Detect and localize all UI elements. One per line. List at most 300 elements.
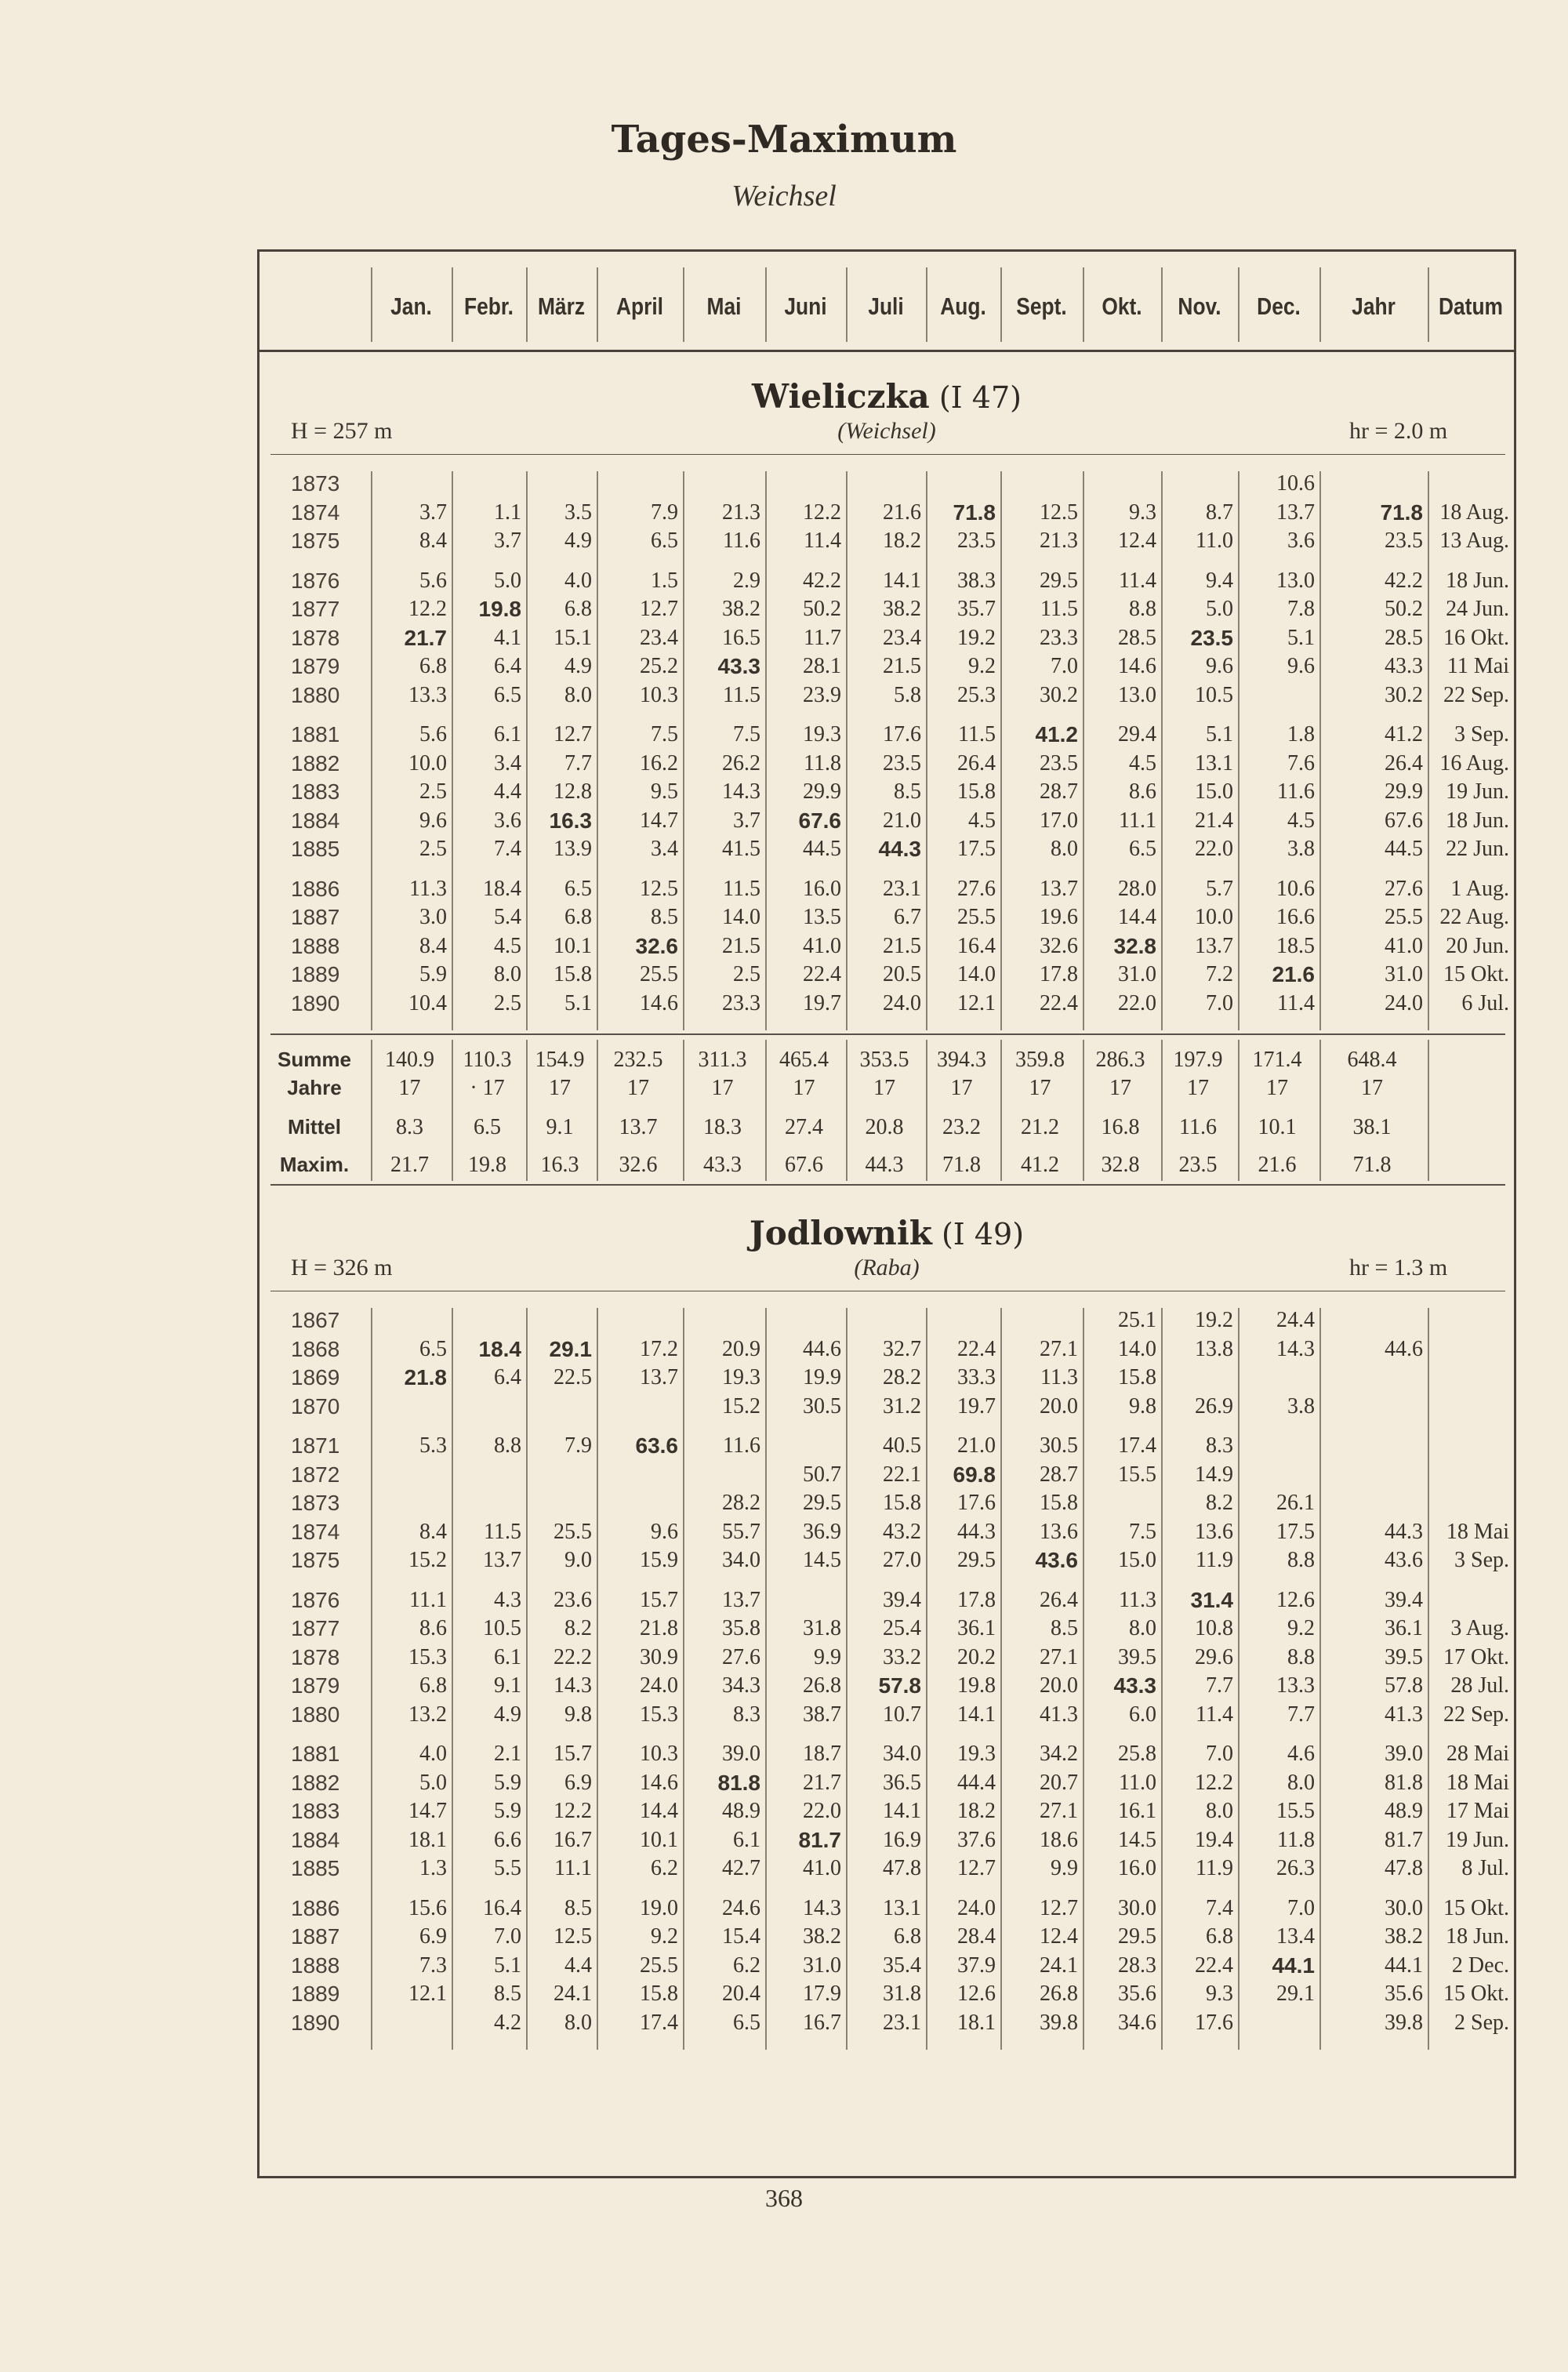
table-cell: 12.8 <box>554 779 592 804</box>
table-cell: 8.0 <box>1287 1770 1315 1795</box>
table-cell: 18.1 <box>957 2010 996 2035</box>
table-cell: 19.8 <box>957 1673 996 1698</box>
table-cell: 18 Mai <box>1446 1770 1509 1795</box>
table-cell: 30.2 <box>1385 682 1423 707</box>
table-cell: 6.7 <box>894 905 921 929</box>
table-cell: 67.6 <box>798 808 841 833</box>
table-cell: 8.5 <box>494 1982 521 2006</box>
table-cell: 3.7 <box>419 499 447 525</box>
table-cell: 7.0 <box>1206 990 1233 1015</box>
row-year: 1867 <box>291 1308 340 1332</box>
table-cell: 50.2 <box>1385 597 1423 621</box>
column-divider <box>1428 471 1429 1030</box>
table-cell: 42.2 <box>803 568 841 593</box>
table-cell: 24.0 <box>1385 990 1423 1015</box>
table-cell: 11.9 <box>1196 1548 1233 1572</box>
column-header: Jan. <box>390 292 432 320</box>
row-year: 1876 <box>291 568 340 593</box>
table-cell: 3 Sep. <box>1454 1548 1509 1572</box>
column-divider <box>371 471 372 1030</box>
summary-cell: · 17 <box>470 1076 505 1100</box>
table-cell: 17.6 <box>883 722 921 746</box>
row-year: 1890 <box>291 2010 340 2035</box>
table-cell: 18.5 <box>1276 933 1315 958</box>
column-header: Nov. <box>1178 292 1221 320</box>
column-divider <box>1161 267 1163 342</box>
row-year: 1880 <box>291 682 340 707</box>
table-cell: 8.8 <box>494 1433 521 1458</box>
table-cell: 39.4 <box>883 1587 921 1612</box>
column-divider <box>1083 1308 1084 2050</box>
row-year: 1873 <box>291 471 340 496</box>
table-cell: 18.4 <box>478 1336 521 1361</box>
table-cell: 6.6 <box>494 1827 521 1852</box>
table-cell: 21.7 <box>803 1770 841 1795</box>
table-cell: 19 Jun. <box>1446 779 1509 804</box>
table-cell: 11.1 <box>554 1856 592 1880</box>
table-cell: 15.3 <box>408 1644 447 1669</box>
table-cell: 38.3 <box>957 568 996 593</box>
table-cell: 10.6 <box>1276 471 1315 496</box>
table-cell: 28.5 <box>1118 625 1156 650</box>
table-cell: 31.8 <box>803 1616 841 1640</box>
table-cell: 1.5 <box>651 568 678 593</box>
table-cell: 23.4 <box>883 625 921 650</box>
table-cell: 4.4 <box>494 779 521 804</box>
table-cell: 13.7 <box>640 1365 678 1389</box>
table-cell: 15.5 <box>1118 1462 1156 1487</box>
table-cell: 7.4 <box>1206 1895 1233 1920</box>
table-cell: 25.5 <box>957 905 996 929</box>
table-cell: 9.8 <box>564 1702 592 1727</box>
table-cell: 8.4 <box>419 933 447 958</box>
table-cell: 16.2 <box>640 750 678 776</box>
table-cell: 44.1 <box>1272 1952 1315 1978</box>
table-cell: 31.4 <box>1190 1587 1233 1612</box>
page-subtitle: Weichsel <box>731 180 837 212</box>
table-cell: 38.2 <box>1385 1924 1423 1949</box>
column-divider <box>526 267 528 342</box>
table-cell: 29.1 <box>549 1336 592 1361</box>
table-cell: 9.2 <box>1287 1616 1315 1640</box>
table-cell: 13.6 <box>1195 1519 1233 1544</box>
table-cell: 26.4 <box>1385 750 1423 776</box>
table-cell: 10.5 <box>1195 682 1233 707</box>
table-cell: 9.6 <box>1206 654 1233 678</box>
table-cell: 15.2 <box>722 1393 760 1418</box>
table-cell: 17 Okt. <box>1443 1644 1509 1669</box>
table-cell: 14.0 <box>957 962 996 986</box>
table-cell: 25.2 <box>640 654 678 678</box>
table-cell: 2 Sep. <box>1454 2010 1509 2035</box>
table-cell: 24.0 <box>883 990 921 1015</box>
table-cell: 15 Okt. <box>1443 1895 1509 1920</box>
table-cell: 28.4 <box>957 1924 996 1949</box>
table-cell: 26.8 <box>1040 1982 1078 2006</box>
table-cell: 11.4 <box>1277 990 1315 1015</box>
table-cell: 34.0 <box>722 1548 760 1572</box>
table-cell: 26.9 <box>1195 1393 1233 1418</box>
table-cell: 7.4 <box>494 837 521 861</box>
table-cell: 22 Sep. <box>1443 1702 1509 1727</box>
table-cell: 13.1 <box>883 1895 921 1920</box>
table-cell: 27.1 <box>1040 1799 1078 1823</box>
summary-cell: 20.8 <box>865 1115 904 1139</box>
table-cell: 39.8 <box>1040 2010 1078 2035</box>
river-name: (Weichsel) <box>837 418 936 444</box>
table-cell: 41.3 <box>1385 1702 1423 1727</box>
column-header: Dec. <box>1257 292 1301 320</box>
row-year: 1888 <box>291 933 340 958</box>
summary-cell: 17 <box>711 1076 734 1100</box>
table-cell: 12.5 <box>640 876 678 901</box>
table-cell: 8.0 <box>564 682 592 707</box>
table-cell: 9.9 <box>814 1644 841 1669</box>
table-cell: 16 Aug. <box>1439 750 1509 776</box>
table-cell: 34.0 <box>883 1742 921 1766</box>
table-cell: 8.5 <box>651 905 678 929</box>
table-cell: 15.7 <box>640 1587 678 1612</box>
table-cell: 39.8 <box>1385 2010 1423 2035</box>
summary-rule <box>270 1184 1505 1186</box>
table-cell: 6.1 <box>733 1827 760 1852</box>
table-cell: 5.6 <box>419 568 447 593</box>
table-cell: 28.7 <box>1040 1462 1078 1487</box>
table-cell: 9.6 <box>1287 654 1315 678</box>
column-divider <box>1319 1040 1321 1181</box>
table-cell: 5.0 <box>419 1770 447 1795</box>
table-cell: 37.9 <box>957 1952 996 1978</box>
table-cell: 21.3 <box>722 499 760 525</box>
table-cell: 32.7 <box>883 1336 921 1361</box>
table-cell: 3 Aug. <box>1450 1616 1509 1640</box>
table-cell: 18 Jun. <box>1446 568 1509 593</box>
table-cell: 4.9 <box>494 1702 521 1727</box>
row-year: 1883 <box>291 779 340 804</box>
row-year: 1871 <box>291 1433 340 1458</box>
table-cell: 2.5 <box>733 962 760 986</box>
table-cell: 8.0 <box>1129 1616 1156 1640</box>
table-cell: 14.4 <box>1118 905 1156 929</box>
table-cell: 14.6 <box>640 990 678 1015</box>
station-name <box>260 1214 1514 1252</box>
table-cell: 10.1 <box>640 1827 678 1852</box>
column-divider <box>371 267 372 342</box>
row-year: 1874 <box>291 499 340 525</box>
table-cell: 14.3 <box>1276 1336 1315 1361</box>
table-cell: 8.5 <box>564 1895 592 1920</box>
table-cell: 26.8 <box>803 1673 841 1698</box>
table-cell: 8.6 <box>1129 779 1156 804</box>
table-cell: 9.8 <box>1129 1393 1156 1418</box>
table-cell: 11.7 <box>804 625 841 650</box>
column-header: Juli <box>868 292 904 320</box>
table-cell: 18.2 <box>883 529 921 553</box>
column-divider <box>597 1308 598 2050</box>
summary-cell: 38.1 <box>1352 1115 1392 1139</box>
summary-cell: 17 <box>793 1076 815 1100</box>
row-year: 1887 <box>291 905 340 929</box>
table-cell: 6.4 <box>494 1365 521 1389</box>
table-cell: 17.8 <box>1040 962 1078 986</box>
table-cell: 28.1 <box>803 654 841 678</box>
table-cell: 29.9 <box>1385 779 1423 804</box>
summary-cell: 465.4 <box>779 1048 829 1072</box>
table-cell: 21.6 <box>883 499 921 525</box>
table-cell: 32.6 <box>635 933 678 958</box>
table-cell: 6.9 <box>564 1770 592 1795</box>
table-cell: 39.0 <box>722 1742 760 1766</box>
table-cell: 41.3 <box>1040 1702 1078 1727</box>
table-cell: 13.7 <box>483 1548 521 1572</box>
summary-cell: 17 <box>1266 1076 1288 1100</box>
table-cell: 11.4 <box>1196 1702 1233 1727</box>
table-cell: 7.7 <box>1287 1702 1315 1727</box>
table-cell: 9.5 <box>651 779 678 804</box>
table-cell: 16 Okt. <box>1443 625 1509 650</box>
summary-label: Mittel <box>288 1115 341 1139</box>
table-cell: 13.6 <box>1040 1519 1078 1544</box>
table-cell: 29.1 <box>1276 1982 1315 2006</box>
table-cell: 2.5 <box>419 837 447 861</box>
table-cell: 44.5 <box>1385 837 1423 861</box>
column-divider <box>926 471 927 1030</box>
table-cell: 42.2 <box>1385 568 1423 593</box>
table-cell: 2.9 <box>733 568 760 593</box>
table-cell: 22.5 <box>554 1365 592 1389</box>
column-divider <box>452 1308 453 2050</box>
column-header: April <box>615 292 664 320</box>
column-divider <box>926 267 927 342</box>
table-cell: 41.5 <box>722 837 760 861</box>
table-cell: 7.9 <box>651 499 678 525</box>
table-cell: 39.5 <box>1118 1644 1156 1669</box>
table-cell: 34.3 <box>722 1673 760 1698</box>
table-cell: 24.6 <box>722 1895 760 1920</box>
table-cell: 15 Okt. <box>1443 1982 1509 2006</box>
table-cell: 2.5 <box>494 990 521 1015</box>
summary-cell: 6.5 <box>474 1115 501 1139</box>
table-cell: 81.8 <box>717 1770 760 1795</box>
table-cell: 39.5 <box>1385 1644 1423 1669</box>
table-cell: 20.5 <box>883 962 921 986</box>
table-cell: 23.5 <box>1040 750 1078 776</box>
row-year: 1878 <box>291 625 340 650</box>
table-cell: 17 Mai <box>1446 1799 1509 1823</box>
station-elevation: H = 257 m <box>291 418 393 444</box>
summary-rule <box>270 1033 1505 1035</box>
table-cell: 19.7 <box>803 990 841 1015</box>
table-cell: 12.1 <box>957 990 996 1015</box>
table-cell: 6.5 <box>1129 837 1156 861</box>
table-cell: 13.7 <box>722 1587 760 1612</box>
table-cell: 41.0 <box>803 1856 841 1880</box>
table-cell: 12.1 <box>408 1982 447 2006</box>
table-cell: 12.6 <box>1276 1587 1315 1612</box>
table-cell: 35.4 <box>883 1952 921 1978</box>
table-cell: 36.5 <box>883 1770 921 1795</box>
table-cell: 16.9 <box>883 1827 921 1852</box>
table-cell: 4.5 <box>1287 808 1315 833</box>
table-cell: 55.7 <box>722 1519 760 1544</box>
table-cell: 6.5 <box>651 529 678 553</box>
summary-cell: 10.1 <box>1258 1115 1297 1139</box>
column-divider <box>1000 1308 1002 2050</box>
row-year: 1885 <box>291 837 340 861</box>
row-year: 1875 <box>291 529 340 553</box>
table-cell: 6.5 <box>494 682 521 707</box>
table-cell: 22.4 <box>1040 990 1078 1015</box>
row-year: 1882 <box>291 1770 340 1795</box>
column-divider <box>526 471 528 1030</box>
summary-cell: 16.8 <box>1101 1115 1140 1139</box>
table-cell: 11.1 <box>409 1587 447 1612</box>
table-cell: 44.3 <box>957 1519 996 1544</box>
summary-cell: 311.3 <box>698 1048 747 1072</box>
column-divider <box>846 1308 848 2050</box>
table-cell: 22.4 <box>957 1336 996 1361</box>
table-cell: 39.4 <box>1385 1587 1423 1612</box>
table-cell: 15.8 <box>554 962 592 986</box>
summary-cell: 67.6 <box>785 1153 823 1177</box>
table-cell: 9.4 <box>1206 568 1233 593</box>
table-cell: 5.1 <box>1206 722 1233 746</box>
table-cell: 22 Jun. <box>1446 837 1509 861</box>
table-cell: 12.4 <box>1040 1924 1078 1949</box>
table-cell: 15.3 <box>640 1702 678 1727</box>
summary-cell: 154.9 <box>535 1048 585 1072</box>
table-cell: 20.0 <box>1040 1673 1078 1698</box>
table-cell: 32.6 <box>1040 933 1078 958</box>
table-cell: 11.0 <box>1196 529 1233 553</box>
table-cell: 11.0 <box>1119 1770 1156 1795</box>
table-cell: 14.1 <box>883 1799 921 1823</box>
table-cell: 11.6 <box>723 1433 760 1458</box>
table-cell: 5.1 <box>564 990 592 1015</box>
table-cell: 26.4 <box>957 750 996 776</box>
table-cell: 24.0 <box>640 1673 678 1698</box>
table-cell: 8.7 <box>1206 499 1233 525</box>
table-cell: 11.8 <box>1277 1827 1315 1852</box>
table-cell: 43.3 <box>717 654 760 678</box>
table-cell: 27.1 <box>1040 1336 1078 1361</box>
row-year: 1869 <box>291 1365 340 1389</box>
table-cell: 20.2 <box>957 1644 996 1669</box>
table-cell: 35.8 <box>722 1616 760 1640</box>
table-cell: 21.8 <box>404 1365 447 1389</box>
column-divider <box>1238 471 1240 1030</box>
table-cell: 29.4 <box>1118 722 1156 746</box>
table-cell: 10.3 <box>640 682 678 707</box>
table-cell: 5.0 <box>1206 597 1233 621</box>
row-year: 1881 <box>291 1742 340 1766</box>
summary-cell: 17 <box>873 1076 895 1100</box>
summary-cell: 359.8 <box>1015 1048 1065 1072</box>
table-cell: 15.0 <box>1195 779 1233 804</box>
table-cell: 25.3 <box>957 682 996 707</box>
table-cell: 34.6 <box>1118 2010 1156 2035</box>
table-cell: 4.9 <box>564 654 592 678</box>
table-cell: 12.7 <box>554 722 592 746</box>
table-cell: 12.7 <box>957 1856 996 1880</box>
table-cell: 24.1 <box>554 1982 592 2006</box>
table-cell: 15.1 <box>554 625 592 650</box>
table-cell: 12.2 <box>1195 1770 1233 1795</box>
data-table <box>257 249 1516 2178</box>
table-cell: 15.6 <box>408 1895 447 1920</box>
table-cell: 17.9 <box>803 1982 841 2006</box>
table-cell: 11.8 <box>804 750 841 776</box>
table-cell: 36.9 <box>803 1519 841 1544</box>
table-cell: 28 Mai <box>1446 1742 1509 1766</box>
table-cell: 4.5 <box>968 808 996 833</box>
table-cell: 8.0 <box>1206 1799 1233 1823</box>
table-cell: 8.4 <box>419 1519 447 1544</box>
table-cell: 5.6 <box>419 722 447 746</box>
table-cell: 43.6 <box>1385 1548 1423 1572</box>
table-cell: 38.2 <box>803 1924 841 1949</box>
table-cell: 8.6 <box>419 1616 447 1640</box>
table-cell: 20.4 <box>722 1982 760 2006</box>
instrument-height: hr = 2.0 m <box>1349 418 1448 444</box>
row-year: 1883 <box>291 1799 340 1823</box>
table-cell: 67.6 <box>1385 808 1423 833</box>
table-cell: 14.5 <box>1118 1827 1156 1852</box>
row-year: 1879 <box>291 1673 340 1698</box>
table-cell: 21.4 <box>1195 808 1233 833</box>
table-cell: 6.9 <box>419 1924 447 1949</box>
table-cell: 30.0 <box>1385 1895 1423 1920</box>
table-cell: 16.0 <box>1118 1856 1156 1880</box>
table-cell: 20.0 <box>1040 1393 1078 1418</box>
table-cell: 23.6 <box>554 1587 592 1612</box>
table-cell: 29.5 <box>957 1548 996 1572</box>
table-cell: 18 Jun. <box>1446 808 1509 833</box>
table-cell: 4.9 <box>564 529 592 553</box>
table-cell: 21.5 <box>722 933 760 958</box>
table-cell: 19.2 <box>957 625 996 650</box>
table-cell: 25.8 <box>1118 1742 1156 1766</box>
table-cell: 4.6 <box>1287 1742 1315 1766</box>
column-divider <box>683 1308 684 2050</box>
table-cell: 16.4 <box>957 933 996 958</box>
table-cell: 12.7 <box>640 597 678 621</box>
table-cell: 23.3 <box>1040 625 1078 650</box>
table-cell: 18.6 <box>1040 1827 1078 1852</box>
table-cell: 8.2 <box>564 1616 592 1640</box>
table-cell: 3.6 <box>494 808 521 833</box>
table-cell: 5.8 <box>894 682 921 707</box>
table-cell: 8.8 <box>1287 1644 1315 1669</box>
table-cell: 8.0 <box>1051 837 1078 861</box>
column-divider <box>765 1040 767 1181</box>
summary-cell: 32.6 <box>619 1153 658 1177</box>
table-cell: 12.5 <box>554 1924 592 1949</box>
summary-cell: 232.5 <box>613 1048 663 1072</box>
table-cell: 20 Jun. <box>1446 933 1509 958</box>
table-cell: 21.5 <box>883 654 921 678</box>
table-cell: 7.0 <box>1287 1895 1315 1920</box>
table-cell: 14.0 <box>1118 1336 1156 1361</box>
table-cell: 11.4 <box>804 529 841 553</box>
table-cell: 26.2 <box>722 750 760 776</box>
table-cell: 23.1 <box>883 876 921 901</box>
station-elevation: H = 326 m <box>291 1255 393 1280</box>
table-cell: 7.0 <box>494 1924 521 1949</box>
column-divider <box>683 267 684 342</box>
table-cell: 11.3 <box>1119 1587 1156 1612</box>
table-cell: 13.3 <box>408 682 447 707</box>
